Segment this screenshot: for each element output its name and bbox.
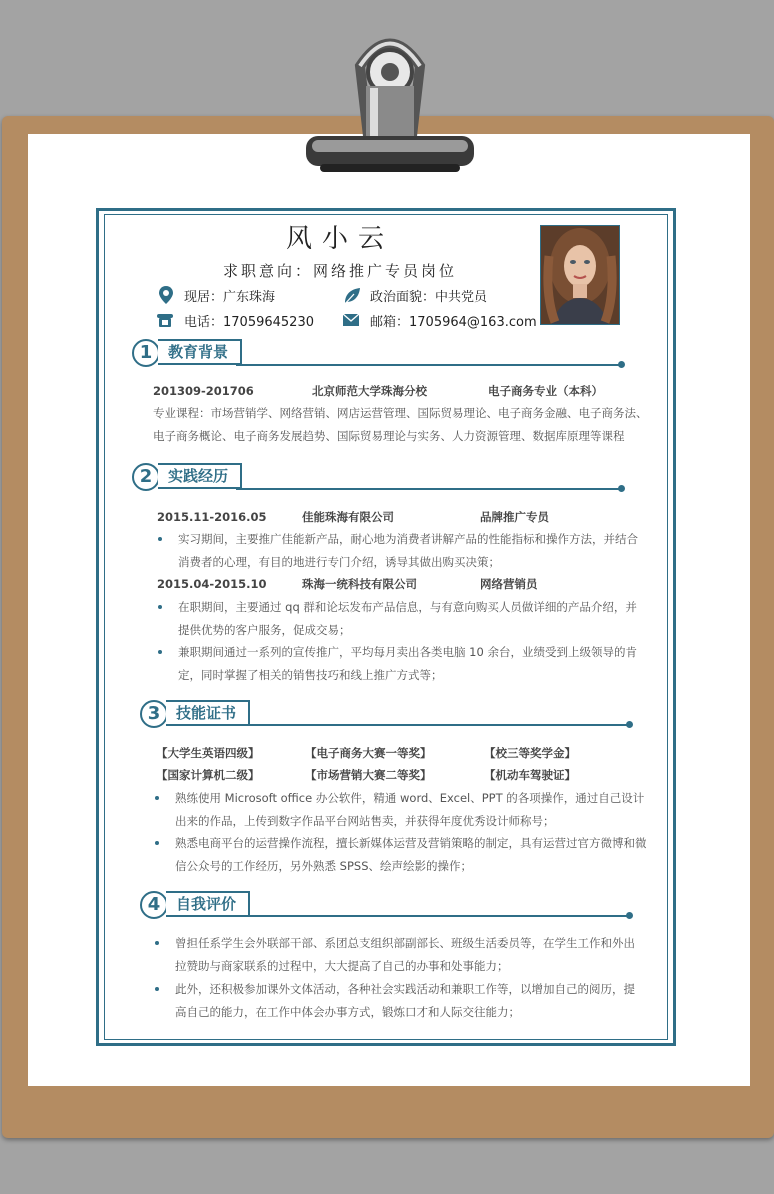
skills-bullet2-line1: 熟悉电商平台的运营操作流程，擅长新媒体运营及营销策略的制定，具有运营过官方微博和微 bbox=[175, 836, 647, 850]
job1-bullet1-line2: 消费者的心理，有目的地进行专门介绍，诱导其做出购买决策； bbox=[178, 555, 500, 569]
bullet-dot-icon bbox=[158, 605, 162, 609]
section-title-education: 教育背景 bbox=[158, 339, 242, 365]
section-title-practice: 实践经历 bbox=[158, 463, 242, 489]
section-number-practice: 2 bbox=[132, 463, 160, 491]
section-number-skills: 3 bbox=[140, 700, 168, 728]
job2-bullet2-line2: 定，同时掌握了相关的销售技巧和线上推广方式等； bbox=[178, 668, 443, 682]
bullet-dot-icon bbox=[155, 796, 159, 800]
location-icon bbox=[156, 285, 176, 305]
section-title-self: 自我评价 bbox=[166, 891, 250, 917]
section-dot-skills bbox=[626, 721, 633, 728]
skills-bullet2-line2: 信公众号的工作经历，另外熟悉 SPSS、绘声绘影的操作； bbox=[175, 859, 472, 873]
self-bullet1-line1: 曾担任系学生会外联部干部、系团总支组织部副部长、班级生活委员等，在学生工作和外出 bbox=[175, 936, 635, 950]
job1-role: 品牌推广专员 bbox=[480, 510, 549, 524]
job2-company: 珠海一统科技有限公司 bbox=[302, 577, 417, 591]
section-line-practice bbox=[236, 488, 622, 490]
mail-icon bbox=[341, 310, 361, 330]
section-line-self bbox=[244, 915, 630, 917]
job2-bullet1-line2: 提供优势的客户服务，促成交易； bbox=[178, 623, 351, 637]
education-major: 电子商务专业（本科） bbox=[488, 384, 603, 398]
self-bullet1-line2: 拉赞助与商家联系的过程中，大大提高了自己的办事和处事能力； bbox=[175, 959, 509, 973]
section-number-self: 4 bbox=[140, 891, 168, 919]
job2-bullet1-line1: 在职期间，主要通过 qq 群和论坛发布产品信息，与有意向购买人员做详细的产品介绍，并 bbox=[178, 600, 637, 614]
section-line-education bbox=[236, 364, 622, 366]
education-courses-line1: 专业课程：市场营销学、网络营销、网店运营管理、国际贸易理论、电子商务金融、电子商务法、 bbox=[153, 406, 648, 420]
education-period: 201309-201706 bbox=[153, 384, 254, 398]
self-bullet2-line2: 高自己的能力，在工作中体会办事方式，锻炼口才和人际交往能力； bbox=[175, 1005, 520, 1019]
bullet-dot-icon bbox=[158, 650, 162, 654]
cert-1: 【大学生英语四级】 bbox=[156, 746, 260, 760]
section-dot-practice bbox=[618, 485, 625, 492]
profile-photo bbox=[540, 225, 620, 325]
bullet-dot-icon bbox=[155, 841, 159, 845]
section-title-skills: 技能证书 bbox=[166, 700, 250, 726]
leaf-icon bbox=[342, 286, 362, 306]
email-text: 邮箱：1705964@163.com bbox=[370, 315, 537, 330]
phone-icon bbox=[155, 309, 175, 329]
cert-2: 【电子商务大赛一等奖】 bbox=[305, 746, 432, 760]
job2-period: 2015.04-2015.10 bbox=[157, 577, 267, 591]
cert-4: 【国家计算机二级】 bbox=[156, 768, 260, 782]
section-number-education: 1 bbox=[132, 339, 160, 367]
job1-bullet1-line1: 实习期间，主要推广佳能新产品，耐心地为消费者讲解产品的性能指标和操作方法，并结合 bbox=[178, 532, 638, 546]
cert-3: 【校三等奖学金】 bbox=[484, 746, 576, 760]
cert-5: 【市场营销大赛二等奖】 bbox=[305, 768, 432, 782]
job2-role: 网络营销员 bbox=[480, 577, 538, 591]
job-intention: 求职意向：网络推广专员岗位 bbox=[222, 262, 457, 280]
bullet-dot-icon bbox=[155, 941, 159, 945]
location-text: 现居：广东珠海 bbox=[184, 290, 276, 305]
job1-company: 佳能珠海有限公司 bbox=[302, 510, 394, 524]
education-school: 北京师范大学珠海分校 bbox=[312, 384, 427, 398]
education-courses-line2: 电子商务概论、电子商务发展趋势、国际贸易理论与实务、人力资源管理、数据库原理等课程 bbox=[153, 429, 625, 443]
self-bullet2-line1: 此外，还积极参加课外文体活动，各种社会实践活动和兼职工作等，以增加自己的阅历，提 bbox=[175, 982, 635, 996]
section-line-skills bbox=[244, 724, 630, 726]
skills-bullet1-line1: 熟练使用 Microsoft office 办公软件，精通 word、Excel、PPT 的各项操作，通过自己设计 bbox=[175, 791, 645, 805]
bullet-dot-icon bbox=[155, 987, 159, 991]
section-dot-education bbox=[618, 361, 625, 368]
cert-6: 【机动车驾驶证】 bbox=[484, 768, 576, 782]
skills-bullet1-line2: 出来的作品，上传到数字作品平台网站售卖，并获得年度优秀设计师称号； bbox=[175, 814, 555, 828]
binder-clip-icon bbox=[300, 26, 480, 176]
job1-period: 2015.11-2016.05 bbox=[157, 510, 267, 524]
politics-text: 政治面貌：中共党员 bbox=[370, 290, 488, 305]
resume-name: 风小云 bbox=[285, 224, 394, 254]
job2-bullet2-line1: 兼职期间通过一系列的宣传推广，平均每月卖出各类电脑 10 余台，业绩受到上级领导的肯 bbox=[178, 645, 637, 659]
phone-text: 电话：17059645230 bbox=[184, 315, 314, 330]
bullet-dot-icon bbox=[158, 537, 162, 541]
section-dot-self bbox=[626, 912, 633, 919]
